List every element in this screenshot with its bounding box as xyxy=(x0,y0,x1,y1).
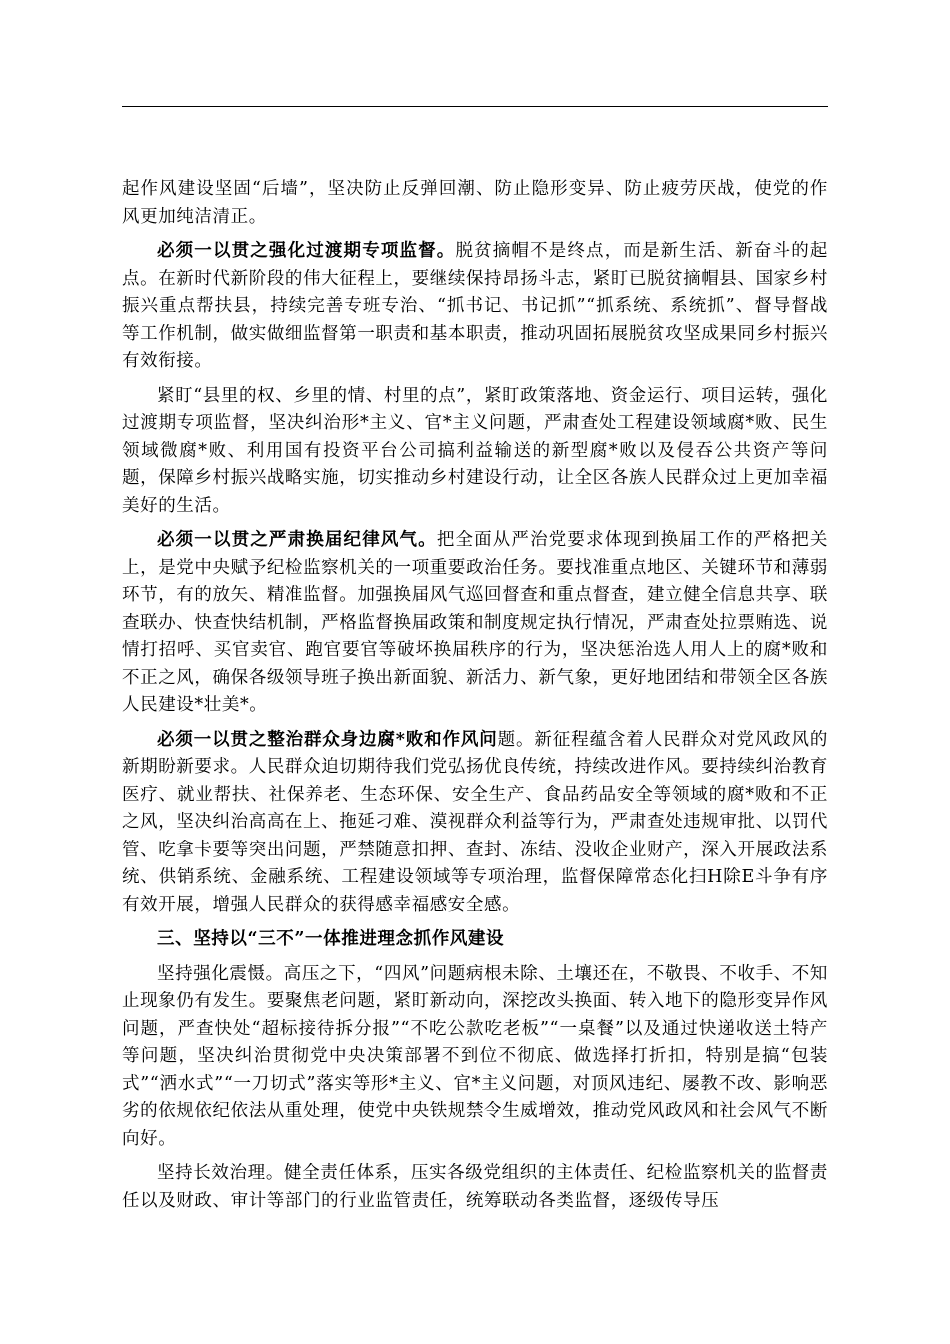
paragraph-1: 起作风建设坚固“后墙”，坚决防止反弹回潮、防止隐形变异、防止疲劳厌战，使党的作风更加纯洁清正。 xyxy=(122,179,828,227)
paragraph-7: 坚持长效治理。健全责任体系，压实各级党组织的主体责任、纪检监察机关的监督责任以及财政、审计等部门的行业监管责任，统筹联动各类监督，逐级传导压 xyxy=(122,1163,828,1211)
paragraph-3: 紧盯“县里的权、乡里的情、村里的点”，紧盯政策落地、资金运行、项目运转，强化过渡期专项监督，坚决纠治形*主义、官*主义问题，严肃查处工程建设领域腐*败、民生领域微腐*败、利用国有投资平台公司搞利益输送的新型腐*败以及侵吞公共资产等问题，保障乡村振兴战略实施，切实推动乡村建设行动，让全区各族人民群众过上更加幸福美好的生活。 xyxy=(122,385,828,516)
paragraph-6: 坚持强化震慑。高压之下，“四风”问题病根未除、土壤还在，不敬畏、不收手、不知止现象仍有发生。要聚焦老问题，紧盯新动向，深挖改头换面、转入地下的隐形变异作风问题，严查快处“超标接待拆分报”“不吃公款吃老板”“一桌餐”以及通过快递收送土特产等问题，坚决纠治贯彻党中央决策部署不到位不彻底、做选择打折扣，特别是搞“包装式”“洒水式”“一刀切式”落实等形*主义、官*主义问题，对顶风违纪、屡教不改、影响恶劣的依规依纪依法从重处理，使党中央铁规禁令生威增效，推动党风政风和社会风气不断向好。 xyxy=(122,963,828,1149)
document-body xyxy=(122,176,828,1222)
paragraph-2: 必须一以贯之强化过渡期专项监督。脱贫摘帽不是终点，而是新生活、新奋斗的起点。在新时代新阶段的伟大征程上，要继续保持昂扬斗志，紧盯已脱贫摘帽县、国家乡村振兴重点帮扶县，持续完善专班专治、“抓书记、书记抓”“抓系统、系统抓”、督导督战等工作机制，做实做细监督第一职责和基本职责，推动巩固拓展脱贫攻坚成果同乡村振兴有效衔接。 xyxy=(122,241,828,371)
paragraph-lead: 必须一以贯之严肃换届纪律风气。 xyxy=(157,530,437,550)
header-rule xyxy=(122,106,828,107)
paragraph-lead: 必须一以贯之强化过渡期专项监督。 xyxy=(157,241,456,261)
paragraph-4: 必须一以贯之严肃换届纪律风气。把全面从严治党要求体现到换届工作的严格把关上，是党中央赋予纪检监察机关的一项重要政治任务。要找准重点地区、关键环节和薄弱环节，有的放矢、精准监督。加强换届风气巡回督查和重点督查，建立健全信息共享、联查联办、快查快结机制，严格监督换届政策和制度规定执行情况，严肃查处拉票贿选、说情打招呼、买官卖官、跑官要官等破坏换届秩序的行为，坚决惩治选人用人上的腐*败和不正之风，确保各级领导班子换出新面貌、新活力、新气象，更好地团结和带领全区各族人民建设*壮美*。 xyxy=(122,530,828,715)
paragraph-5: 必须一以贯之整治群众身边腐*败和作风问题。新征程蕴含着人民群众对党风政风的新期盼新要求。人民群众迫切期待我们党弘扬优良传统，持续改进作风。要持续纠治教育医疗、就业帮扶、社保养老、生态环保、安全生产、食品药品安全等领域的腐*败和不正之风，坚决纠治高高在上、拖延刁难、漠视群众利益等行为，严肃查处违规审批、以罚代管、吃拿卡要等突出问题，严禁随意扣押、查封、冻结、没收企业财产，深入开展政法系统、供销系统、金融系统、工程建设领域等专项治理，监督保障常态化扫H除E斗争有序有效开展，增强人民群众的获得感幸福感安全感。 xyxy=(122,729,828,915)
section-heading: 三、坚持以“三不”一体推进理念抓作风建设 xyxy=(157,929,505,949)
paragraph-lead: 必须一以贯之整治群众身边腐*败和作风问 xyxy=(157,729,498,750)
